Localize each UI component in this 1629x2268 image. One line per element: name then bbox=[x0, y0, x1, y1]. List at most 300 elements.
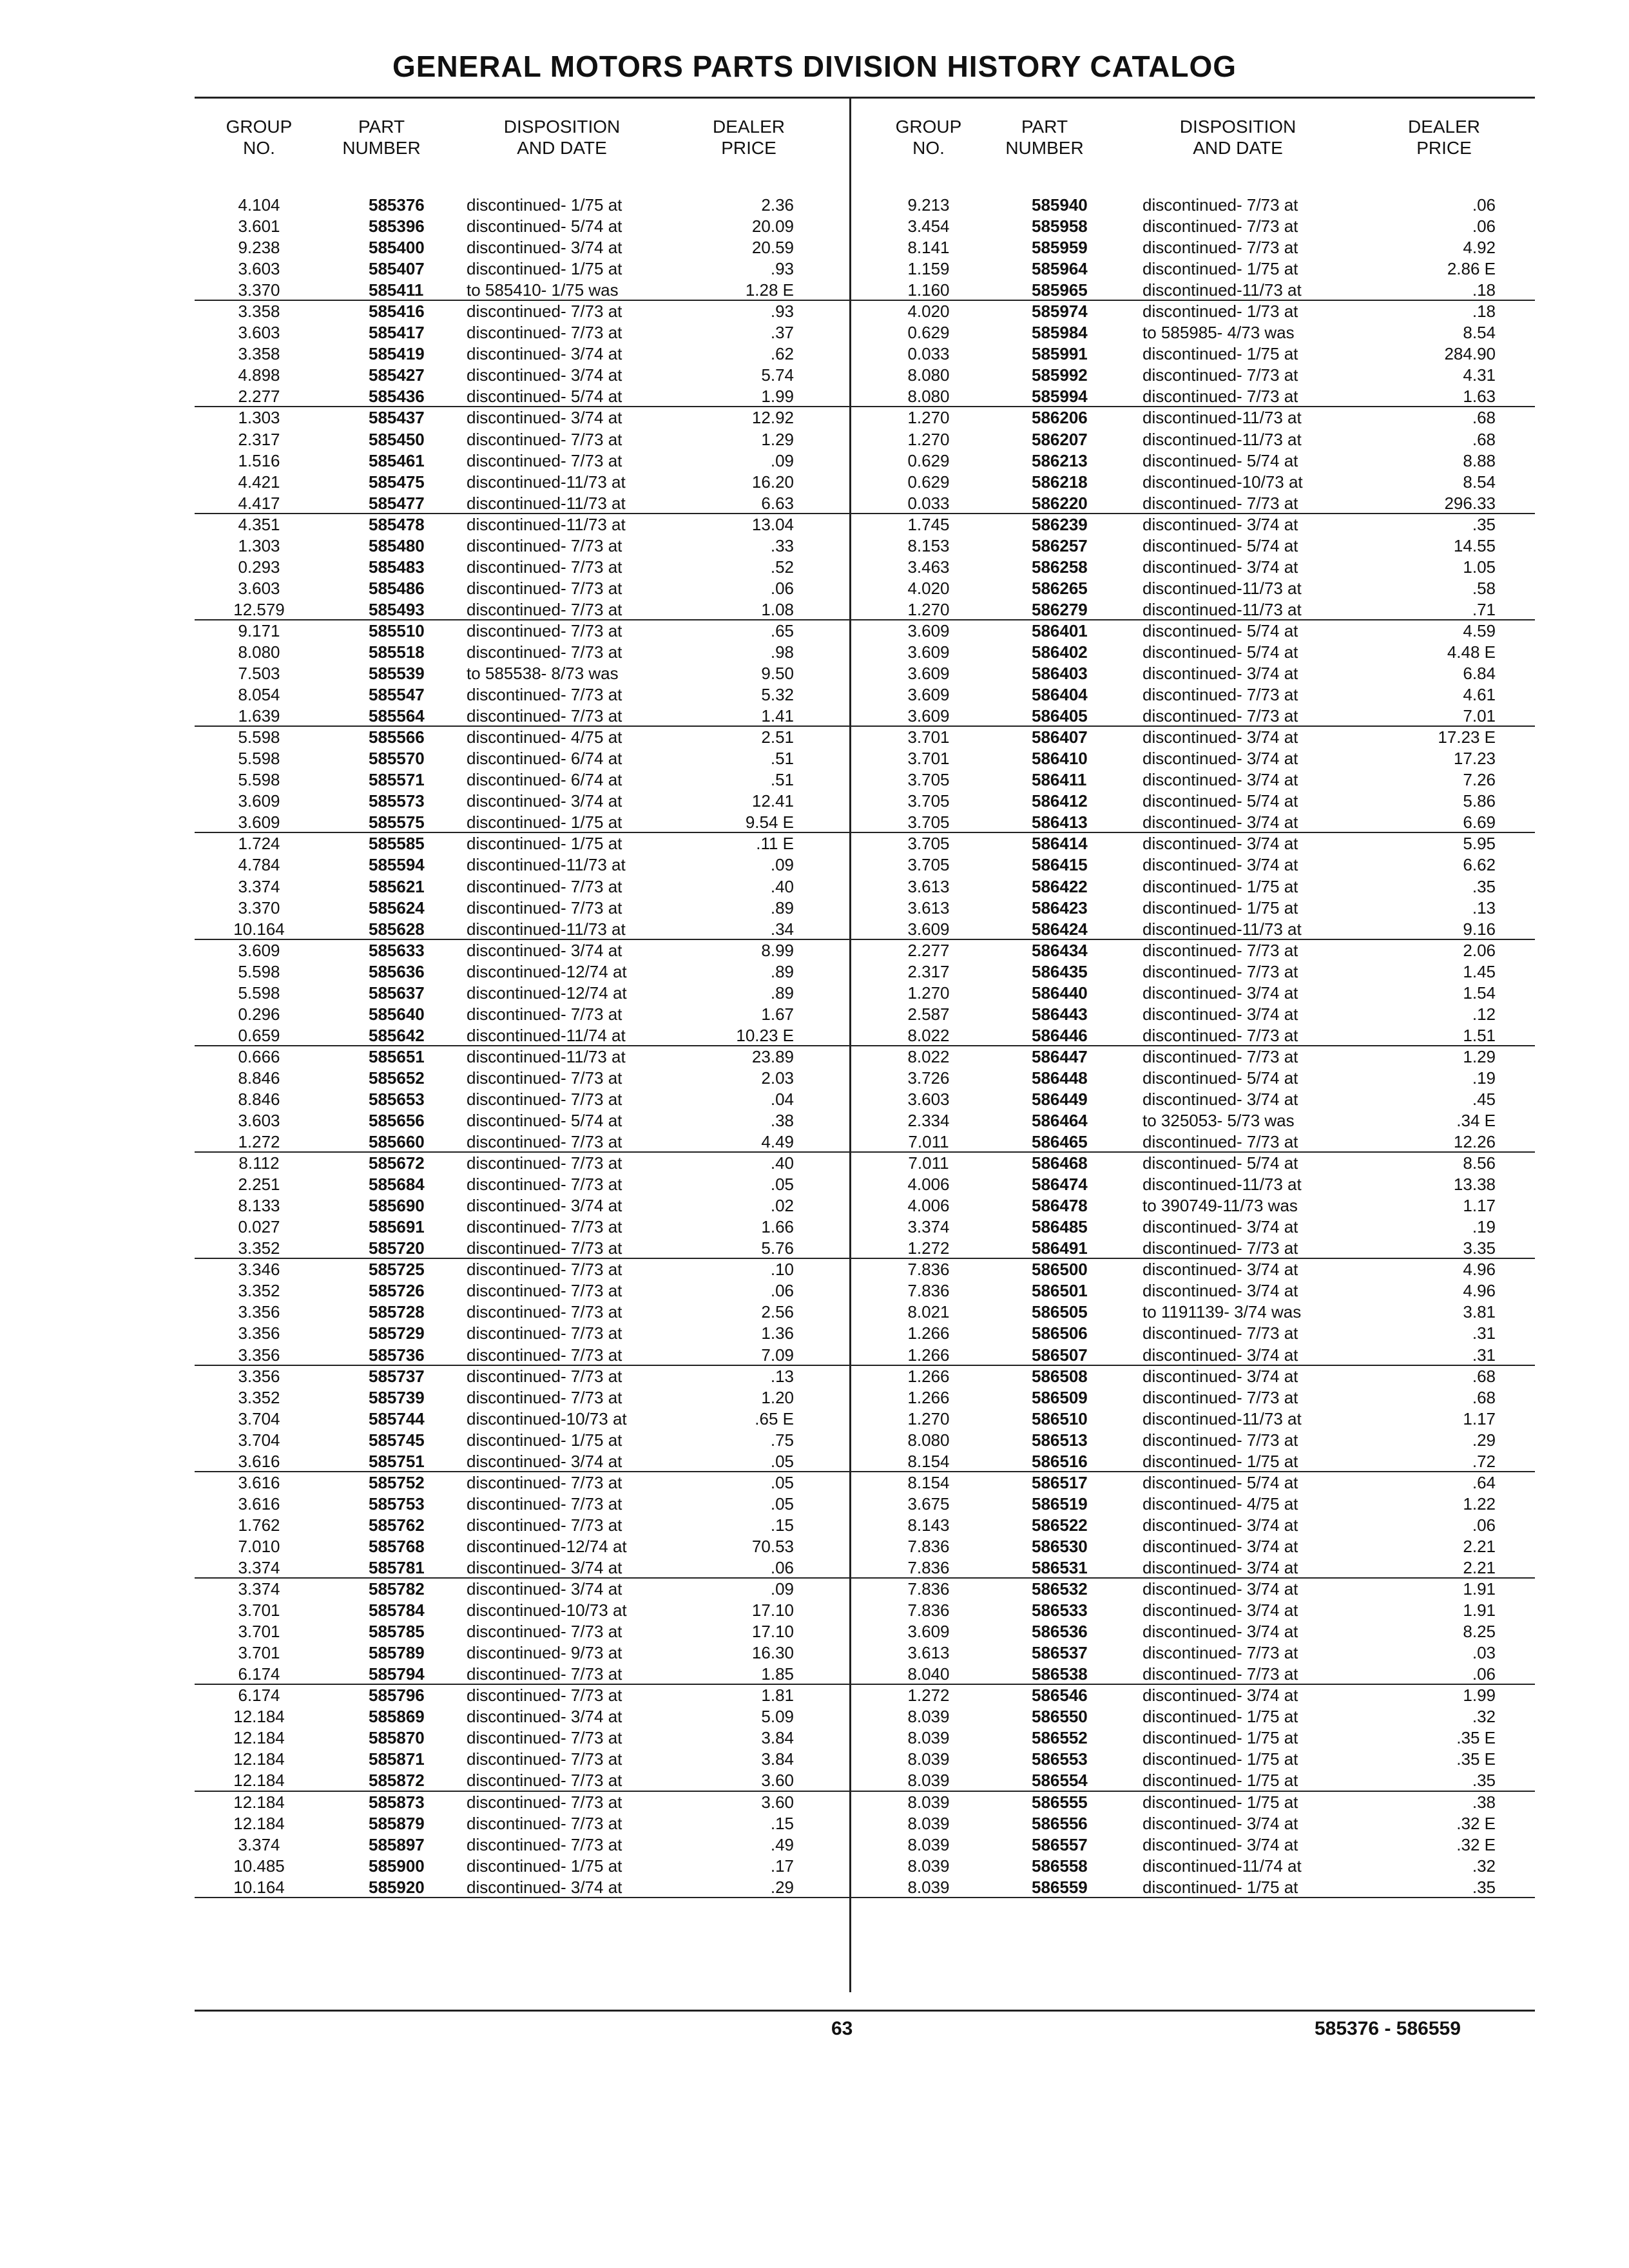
disposition: discontinued- 7/73 at bbox=[1142, 1132, 1298, 1152]
disposition: discontinued- 3/74 at bbox=[467, 1451, 622, 1471]
disposition: discontinued- 3/74 at bbox=[1142, 1089, 1298, 1109]
group-number: 3.613 bbox=[907, 876, 950, 896]
table-row bbox=[851, 1195, 1535, 1216]
part-number: 586423 bbox=[1032, 898, 1088, 918]
part-number: 585958 bbox=[1032, 216, 1088, 236]
table-row bbox=[851, 1579, 1535, 1600]
part-number: 586403 bbox=[1032, 664, 1088, 684]
part-number: 586411 bbox=[1032, 770, 1087, 790]
table-row bbox=[851, 343, 1535, 365]
table-row bbox=[195, 386, 849, 407]
group-number: 3.603 bbox=[238, 578, 280, 598]
group-number: 8.154 bbox=[907, 1451, 950, 1471]
table-row bbox=[195, 1706, 849, 1727]
dealer-price: .35 E bbox=[1456, 1728, 1496, 1748]
dealer-price: .12 bbox=[1472, 1004, 1496, 1024]
dealer-price: 5.95 bbox=[1463, 834, 1496, 854]
part-number: 585480 bbox=[369, 535, 425, 555]
group-number: 3.705 bbox=[907, 855, 950, 875]
part-number: 585510 bbox=[369, 620, 425, 640]
dealer-price: .05 bbox=[770, 1451, 794, 1471]
table-row bbox=[195, 1387, 849, 1408]
dealer-price: .51 bbox=[770, 770, 794, 790]
disposition: discontinued- 5/74 at bbox=[467, 387, 622, 407]
disposition: to 585985- 4/73 was bbox=[1142, 323, 1295, 343]
table-row bbox=[195, 1089, 849, 1110]
dealer-price: .05 bbox=[770, 1494, 794, 1514]
disposition: discontinued- 7/73 at bbox=[467, 685, 622, 705]
disposition: discontinued- 7/73 at bbox=[1142, 1430, 1298, 1450]
dealer-price: 4.59 bbox=[1463, 620, 1496, 640]
group-number: 0.296 bbox=[238, 1004, 280, 1024]
disposition: discontinued- 1/75 at bbox=[467, 812, 622, 832]
dealer-price: 1.99 bbox=[761, 387, 794, 407]
table-row bbox=[851, 1345, 1535, 1366]
dealer-price: 1.66 bbox=[761, 1217, 794, 1237]
table-row bbox=[195, 1792, 849, 1813]
part-number: 585417 bbox=[369, 323, 425, 343]
part-number: 585684 bbox=[369, 1175, 425, 1195]
table-row bbox=[195, 1174, 849, 1195]
disposition: discontinued- 7/73 at bbox=[1142, 1643, 1298, 1663]
table-row bbox=[195, 983, 849, 1004]
group-number: 8.039 bbox=[907, 1813, 950, 1833]
group-number: 3.454 bbox=[907, 216, 950, 236]
group-number: 8.143 bbox=[907, 1515, 950, 1535]
part-number: 585728 bbox=[369, 1302, 425, 1322]
group-number: 1.516 bbox=[238, 450, 280, 470]
disposition: discontinued- 7/73 at bbox=[467, 1622, 622, 1642]
group-number: 1.724 bbox=[238, 834, 280, 854]
disposition: discontinued-11/73 at bbox=[467, 919, 626, 939]
group-number: 6.174 bbox=[238, 1664, 280, 1684]
table-row bbox=[195, 642, 849, 663]
part-number: 585396 bbox=[369, 216, 425, 236]
group-number: 6.174 bbox=[238, 1686, 280, 1706]
group-number: 8.080 bbox=[238, 642, 280, 662]
part-number: 585571 bbox=[369, 770, 425, 790]
group-number: 2.277 bbox=[907, 940, 950, 960]
group-number: 8.039 bbox=[907, 1707, 950, 1727]
disposition: discontinued- 3/74 at bbox=[467, 238, 622, 258]
part-number: 585984 bbox=[1032, 323, 1088, 343]
table-row bbox=[851, 472, 1535, 493]
part-number: 586401 bbox=[1032, 620, 1088, 640]
part-number: 586446 bbox=[1032, 1025, 1088, 1045]
part-number: 585794 bbox=[369, 1664, 425, 1684]
table-row bbox=[851, 578, 1535, 599]
group-number: 8.080 bbox=[907, 1430, 950, 1450]
disposition: discontinued- 7/73 at bbox=[1142, 387, 1298, 407]
group-number: 3.613 bbox=[907, 898, 950, 918]
group-number: 8.141 bbox=[907, 238, 950, 258]
table-row bbox=[195, 407, 849, 428]
group-number: 3.609 bbox=[907, 919, 950, 939]
dealer-price: .06 bbox=[770, 1558, 794, 1577]
table-row bbox=[195, 557, 849, 578]
group-number: 4.898 bbox=[238, 365, 280, 385]
disposition: discontinued- 7/73 at bbox=[467, 1068, 622, 1088]
group-number: 3.609 bbox=[907, 685, 950, 705]
part-number: 585575 bbox=[369, 812, 425, 832]
dealer-price: .15 bbox=[770, 1813, 794, 1833]
group-number: 1.270 bbox=[907, 429, 950, 449]
disposition: discontinued- 7/73 at bbox=[467, 1004, 622, 1024]
table-row bbox=[851, 983, 1535, 1004]
table-row bbox=[195, 727, 849, 748]
part-number: 586491 bbox=[1032, 1238, 1088, 1258]
table-row bbox=[851, 642, 1535, 663]
group-number: 3.356 bbox=[238, 1302, 280, 1322]
group-number: 8.039 bbox=[907, 1877, 950, 1897]
table-row bbox=[851, 1004, 1535, 1025]
dealer-price: 8.88 bbox=[1463, 450, 1496, 470]
disposition: discontinued-11/73 at bbox=[467, 472, 626, 492]
group-number: 3.603 bbox=[907, 1089, 950, 1109]
disposition: discontinued- 5/74 at bbox=[467, 216, 622, 236]
table-row bbox=[851, 237, 1535, 258]
table-row bbox=[195, 684, 849, 706]
dealer-price: .09 bbox=[770, 855, 794, 875]
dealer-price: .32 E bbox=[1456, 1813, 1496, 1833]
disposition: discontinued- 7/73 at bbox=[467, 450, 622, 470]
part-number: 585376 bbox=[369, 195, 425, 215]
dealer-price: 2.21 bbox=[1463, 1558, 1496, 1577]
disposition: discontinued- 3/74 at bbox=[467, 408, 622, 428]
disposition: discontinued-11/73 at bbox=[1142, 429, 1302, 449]
table-row bbox=[851, 1216, 1535, 1238]
disposition: discontinued- 7/73 at bbox=[467, 1153, 622, 1173]
dealer-price: .72 bbox=[1472, 1451, 1496, 1471]
dealer-price: 10.23 E bbox=[736, 1025, 794, 1045]
table-row bbox=[851, 1131, 1535, 1153]
part-number: 585573 bbox=[369, 791, 425, 811]
table-row bbox=[851, 706, 1535, 727]
table-row bbox=[851, 301, 1535, 322]
group-number: 1.270 bbox=[907, 599, 950, 619]
table-row bbox=[195, 1685, 849, 1706]
disposition: discontinued- 7/73 at bbox=[467, 1749, 622, 1769]
dealer-price: 1.29 bbox=[761, 429, 794, 449]
bottom-rule bbox=[195, 2010, 1535, 2012]
dealer-price: 1.08 bbox=[761, 599, 794, 619]
table-row bbox=[195, 1025, 849, 1046]
disposition: discontinued- 7/73 at bbox=[467, 1345, 622, 1365]
part-number: 585762 bbox=[369, 1515, 425, 1535]
dealer-price: .65 E bbox=[755, 1408, 794, 1428]
group-number: 12.184 bbox=[233, 1728, 285, 1748]
table-row bbox=[851, 898, 1535, 919]
table-row bbox=[851, 514, 1535, 535]
table-row bbox=[195, 1621, 849, 1642]
group-number: 3.701 bbox=[907, 727, 950, 747]
part-number: 586508 bbox=[1032, 1366, 1088, 1386]
part-number: 586537 bbox=[1032, 1643, 1088, 1663]
table-row bbox=[851, 1642, 1535, 1664]
group-number: 7.836 bbox=[907, 1600, 950, 1620]
group-number: 1.303 bbox=[238, 535, 280, 555]
part-number: 586465 bbox=[1032, 1132, 1088, 1152]
disposition: discontinued- 1/75 at bbox=[467, 1856, 622, 1876]
dealer-price: 8.25 bbox=[1463, 1622, 1496, 1642]
part-number: 585879 bbox=[369, 1813, 425, 1833]
disposition: discontinued- 5/74 at bbox=[1142, 1472, 1298, 1492]
part-number: 585407 bbox=[369, 259, 425, 279]
group-number: 3.705 bbox=[907, 812, 950, 832]
disposition: discontinued- 7/73 at bbox=[467, 1260, 622, 1280]
part-number: 585427 bbox=[369, 365, 425, 385]
dealer-price: .15 bbox=[770, 1515, 794, 1535]
part-number: 586257 bbox=[1032, 535, 1088, 555]
dealer-price: .40 bbox=[770, 1153, 794, 1173]
disposition: discontinued- 6/74 at bbox=[467, 749, 622, 769]
disposition: discontinued- 7/73 at bbox=[467, 1834, 622, 1854]
disposition: discontinued- 7/73 at bbox=[1142, 238, 1298, 258]
group-number: 8.039 bbox=[907, 1749, 950, 1769]
part-number: 586517 bbox=[1032, 1472, 1088, 1492]
table-row bbox=[195, 1536, 849, 1557]
group-number: 8.039 bbox=[907, 1771, 950, 1791]
group-number: 3.352 bbox=[238, 1387, 280, 1407]
dealer-price: 17.23 bbox=[1453, 749, 1496, 769]
group-number: 12.579 bbox=[233, 599, 285, 619]
part-number: 586464 bbox=[1032, 1111, 1088, 1131]
part-number: 585959 bbox=[1032, 238, 1088, 258]
dealer-price: .33 bbox=[770, 535, 794, 555]
disposition: discontinued- 1/75 at bbox=[467, 834, 622, 854]
group-number: 0.027 bbox=[238, 1217, 280, 1237]
part-number: 586443 bbox=[1032, 1004, 1088, 1024]
table-row bbox=[195, 663, 849, 684]
dealer-price: 4.92 bbox=[1463, 238, 1496, 258]
dealer-price: 16.20 bbox=[751, 472, 794, 492]
group-number: 3.609 bbox=[238, 812, 280, 832]
part-number: 585437 bbox=[369, 408, 425, 428]
table-row bbox=[195, 940, 849, 961]
group-number: 3.374 bbox=[238, 876, 280, 896]
table-row bbox=[195, 1238, 849, 1259]
table-row bbox=[195, 1727, 849, 1749]
part-number: 586478 bbox=[1032, 1196, 1088, 1216]
disposition: discontinued- 7/73 at bbox=[1142, 216, 1298, 236]
part-number: 585736 bbox=[369, 1345, 425, 1365]
table-row bbox=[851, 1685, 1535, 1706]
dealer-price: 3.81 bbox=[1463, 1302, 1496, 1322]
group-number: 7.836 bbox=[907, 1281, 950, 1301]
group-number: 0.293 bbox=[238, 557, 280, 577]
group-number: 3.356 bbox=[238, 1323, 280, 1343]
dealer-price: 284.90 bbox=[1444, 344, 1496, 364]
part-number: 586501 bbox=[1032, 1281, 1088, 1301]
group-number: 7.836 bbox=[907, 1558, 950, 1577]
disposition: discontinued- 6/74 at bbox=[467, 770, 622, 790]
part-number: 586559 bbox=[1032, 1877, 1088, 1897]
disposition: discontinued- 3/74 at bbox=[1142, 770, 1298, 790]
disposition: discontinued- 7/73 at bbox=[467, 302, 622, 322]
group-number: 5.598 bbox=[238, 727, 280, 747]
disposition: discontinued- 3/74 at bbox=[467, 344, 622, 364]
table-row bbox=[195, 301, 849, 322]
group-number: 4.006 bbox=[907, 1196, 950, 1216]
part-number: 585782 bbox=[369, 1579, 425, 1599]
part-number: 585640 bbox=[369, 1004, 425, 1024]
group-number: 7.010 bbox=[238, 1536, 280, 1556]
header-price: DEALER PRICE bbox=[1407, 117, 1481, 158]
dealer-price: .52 bbox=[770, 557, 794, 577]
table-row bbox=[195, 1259, 849, 1280]
disposition: discontinued-12/74 at bbox=[467, 1536, 627, 1556]
table-row bbox=[195, 1046, 849, 1068]
group-number: 2.317 bbox=[238, 429, 280, 449]
dealer-price: 1.22 bbox=[1463, 1494, 1496, 1514]
part-number: 586513 bbox=[1032, 1430, 1088, 1450]
table-row bbox=[851, 1834, 1535, 1856]
part-number: 586410 bbox=[1032, 749, 1088, 769]
dealer-price: .65 bbox=[770, 620, 794, 640]
part-number: 585653 bbox=[369, 1089, 425, 1109]
dealer-price: .32 bbox=[1472, 1707, 1496, 1727]
table-row bbox=[195, 1131, 849, 1153]
part-number: 585872 bbox=[369, 1771, 425, 1791]
disposition: discontinued- 7/73 at bbox=[467, 876, 622, 896]
dealer-price: .93 bbox=[770, 259, 794, 279]
table-row bbox=[851, 1323, 1535, 1344]
part-number: 585739 bbox=[369, 1387, 425, 1407]
disposition: discontinued- 3/74 at bbox=[1142, 855, 1298, 875]
disposition: discontinued-11/73 at bbox=[1142, 578, 1302, 598]
group-number: 3.346 bbox=[238, 1260, 280, 1280]
disposition: discontinued-11/73 at bbox=[467, 493, 626, 513]
disposition: discontinued- 7/73 at bbox=[467, 1515, 622, 1535]
part-number: 585642 bbox=[369, 1025, 425, 1045]
group-number: 8.022 bbox=[907, 1046, 950, 1066]
group-number: 0.033 bbox=[907, 493, 950, 513]
dealer-price: .89 bbox=[770, 961, 794, 981]
header-part: PART NUMBER bbox=[342, 117, 421, 158]
disposition: discontinued- 1/75 at bbox=[1142, 898, 1298, 918]
disposition: discontinued- 5/74 at bbox=[1142, 620, 1298, 640]
part-number: 586265 bbox=[1032, 578, 1088, 598]
disposition: discontinued- 4/75 at bbox=[1142, 1494, 1298, 1514]
table-row bbox=[195, 450, 849, 472]
dealer-price: .58 bbox=[1472, 578, 1496, 598]
group-number: 1.762 bbox=[238, 1515, 280, 1535]
left-column bbox=[195, 116, 849, 1920]
dealer-price: .45 bbox=[1472, 1089, 1496, 1109]
disposition: discontinued- 3/74 at bbox=[1142, 1281, 1298, 1301]
table-row bbox=[851, 1174, 1535, 1195]
dealer-price: .18 bbox=[1472, 280, 1496, 300]
dealer-price: .17 bbox=[770, 1856, 794, 1876]
disposition: discontinued- 1/75 at bbox=[1142, 1749, 1298, 1769]
disposition: discontinued- 7/73 at bbox=[467, 642, 622, 662]
dealer-price: 2.86 E bbox=[1447, 259, 1496, 279]
table-row bbox=[851, 557, 1535, 578]
group-number: 7.011 bbox=[908, 1132, 949, 1152]
dealer-price: .03 bbox=[1472, 1643, 1496, 1663]
disposition: discontinued- 3/74 at bbox=[467, 1196, 622, 1216]
group-number: 8.080 bbox=[907, 365, 950, 385]
dealer-price: 7.26 bbox=[1463, 770, 1496, 790]
group-number: 8.054 bbox=[238, 685, 280, 705]
dealer-price: .34 E bbox=[1456, 1111, 1496, 1131]
dealer-price: 5.32 bbox=[761, 685, 794, 705]
group-number: 7.836 bbox=[907, 1536, 950, 1556]
group-number: 3.705 bbox=[907, 834, 950, 854]
dealer-price: 12.92 bbox=[751, 408, 794, 428]
group-number: 10.485 bbox=[233, 1856, 285, 1876]
group-number: 3.701 bbox=[238, 1643, 280, 1663]
table-row bbox=[851, 1557, 1535, 1579]
part-number: 585621 bbox=[369, 876, 425, 896]
table-row bbox=[195, 258, 849, 280]
table-row bbox=[851, 919, 1535, 940]
disposition: discontinued- 3/74 at bbox=[1142, 834, 1298, 854]
table-row bbox=[851, 1813, 1535, 1834]
dealer-price: 1.91 bbox=[1463, 1579, 1496, 1599]
group-number: 5.598 bbox=[238, 749, 280, 769]
part-number: 586405 bbox=[1032, 706, 1088, 726]
dealer-price: .35 bbox=[1472, 1771, 1496, 1791]
disposition: discontinued- 7/73 at bbox=[467, 898, 622, 918]
table-row bbox=[195, 1515, 849, 1536]
group-number: 3.609 bbox=[238, 791, 280, 811]
dealer-price: .93 bbox=[770, 302, 794, 322]
part-number: 586413 bbox=[1032, 812, 1088, 832]
part-number: 586258 bbox=[1032, 557, 1088, 577]
group-number: 3.609 bbox=[907, 664, 950, 684]
table-row bbox=[195, 1451, 849, 1472]
disposition: discontinued- 7/73 at bbox=[467, 429, 622, 449]
disposition: discontinued- 3/74 at bbox=[1142, 1686, 1298, 1706]
disposition: discontinued- 7/73 at bbox=[467, 1323, 622, 1343]
group-number: 3.603 bbox=[238, 323, 280, 343]
disposition: discontinued- 7/73 at bbox=[467, 1366, 622, 1386]
part-number: 585965 bbox=[1032, 280, 1088, 300]
part-number: 586530 bbox=[1032, 1536, 1088, 1556]
part-number: 586424 bbox=[1032, 919, 1088, 939]
dealer-price: 7.09 bbox=[761, 1345, 794, 1365]
disposition: discontinued- 7/73 at bbox=[467, 557, 622, 577]
table-row bbox=[195, 1579, 849, 1600]
group-number: 3.370 bbox=[238, 280, 280, 300]
table-row bbox=[195, 876, 849, 898]
table-row bbox=[851, 1472, 1535, 1494]
part-number: 586207 bbox=[1032, 429, 1088, 449]
group-number: 1.159 bbox=[907, 259, 950, 279]
dealer-price: .40 bbox=[770, 876, 794, 896]
part-number: 585628 bbox=[369, 919, 425, 939]
part-number: 586239 bbox=[1032, 514, 1088, 534]
disposition: discontinued- 3/74 at bbox=[1142, 1260, 1298, 1280]
part-number: 586422 bbox=[1032, 876, 1088, 896]
table-row bbox=[195, 898, 849, 919]
part-number: 585897 bbox=[369, 1834, 425, 1854]
part-number: 585781 bbox=[369, 1558, 425, 1577]
group-number: 5.598 bbox=[238, 961, 280, 981]
dealer-price: 12.41 bbox=[751, 791, 794, 811]
table-row bbox=[851, 1856, 1535, 1877]
disposition: discontinued- 1/75 at bbox=[1142, 259, 1298, 279]
dealer-price: 6.69 bbox=[1463, 812, 1496, 832]
group-number: 3.704 bbox=[238, 1408, 280, 1428]
group-number: 12.184 bbox=[233, 1749, 285, 1769]
table-row bbox=[195, 1153, 849, 1174]
disposition: discontinued- 1/75 at bbox=[1142, 876, 1298, 896]
header-group: GROUP NO. bbox=[895, 117, 962, 158]
disposition: to 585538- 8/73 was bbox=[467, 664, 619, 684]
dealer-price: 8.56 bbox=[1463, 1153, 1496, 1173]
